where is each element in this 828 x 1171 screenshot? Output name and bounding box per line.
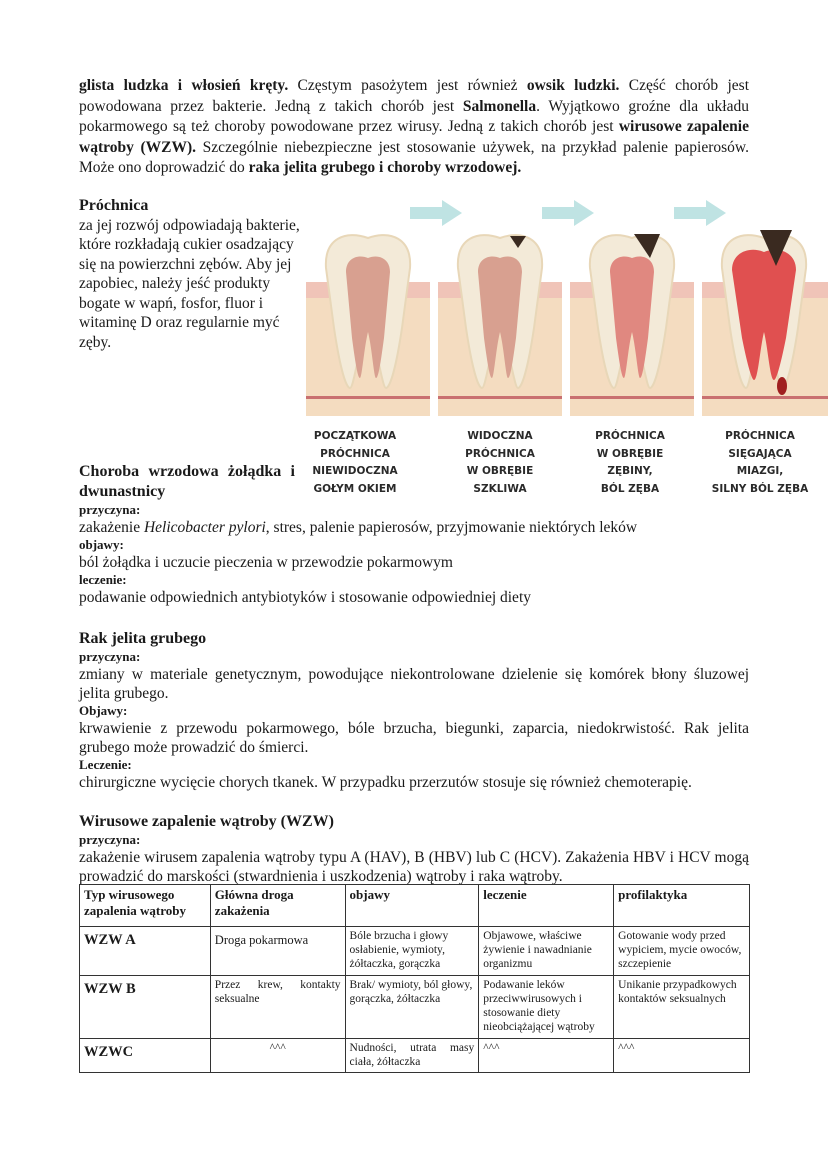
caption-line: BÓL ZĘBA: [600, 482, 660, 495]
table-cell: Przez krew, kontakty seksualne: [210, 976, 345, 1039]
tooth-stage-3: [570, 234, 694, 416]
caption-line: PRÓCHNICA: [465, 447, 535, 460]
table-header-row: [80, 885, 750, 927]
progress-arrow-icon: [674, 200, 726, 226]
caption-line: WIDOCZNA: [467, 430, 533, 442]
wzw-cause: zakażenie wirusem zapalenia wątroby typu A (HAV), B (HBV) lub C (HCV). Zakażenia HBV i HCV mogą prowadzić do marskości (stwardnienia i uszkodzenia) wątroby i raka wątroby.: [79, 849, 749, 885]
caption-line: ZĘBINY,: [607, 465, 653, 477]
caption-line: W OBRĘBIE: [596, 447, 664, 460]
wzw-title: Wirusowe zapalenie wątroby (WZW): [79, 813, 334, 830]
caption-line: SILNY BÓL ZĘBA: [711, 482, 809, 495]
cancer-title: Rak jelita grubego: [79, 630, 207, 647]
table-cell: ^^^: [210, 1039, 345, 1073]
text-span: zakażenie: [79, 519, 144, 536]
text-span: Szczególnie niebezpieczne jest stosowanie używek, na przykład palenie papierosów. Może ono doprowadzić do: [79, 138, 749, 176]
caption-line: PRÓCHNICA: [725, 430, 795, 442]
cancer-cause-label: przyczyna:: [79, 649, 141, 664]
progress-arrow-icon: [542, 200, 594, 226]
wzw-table: [79, 884, 750, 1073]
bold-term: Salmonella: [462, 97, 537, 115]
ulcer-symptoms-label: objawy:: [79, 537, 124, 552]
tooth-stage-1: [306, 235, 430, 416]
caries-description: za jej rozwój odpowiadają bakterie, które rozkładają cukier osadzający się na powierzchni zębów. Aby jej zapobiec, należy jeść produkty bogate w wapń, fosfor, fluor i witaminę D oraz regularnie myć zęby.: [79, 216, 300, 351]
table-cell: WZW B: [80, 976, 211, 1039]
wzw-cause-label: przyczyna:: [79, 832, 141, 847]
ulcer-treatment: podawanie odpowiednich antybiotyków i stosowanie odpowiedniej diety: [79, 589, 531, 606]
table-row: [80, 927, 750, 976]
ulcer-treatment-label: leczenie:: [79, 572, 127, 587]
text-span: Częstym pasożytem jest również: [288, 77, 527, 94]
table-cell: Nudności, utrata masy ciała, żółtaczka: [345, 1039, 479, 1073]
bold-term: glista ludzka i włosień kręty.: [79, 77, 289, 94]
tooth-stage-4: [702, 230, 828, 416]
caption-line: NIEWIDOCZNA: [312, 465, 398, 477]
table-cell: Bóle brzucha i głowy osłabienie, wymioty, żółtaczka, gorączka: [345, 927, 479, 976]
table-header: objawy: [345, 885, 479, 927]
cancer-cause: zmiany w materiale genetycznym, powodujące niekontrolowane dzielenie się komórek błony śluzowej jelita grubego.: [79, 666, 749, 702]
intro-paragraph: [79, 76, 749, 179]
caption-line: PRÓCHNICA: [320, 447, 390, 460]
caption-line: MIAZGI,: [736, 465, 784, 477]
table-cell: ^^^: [479, 1039, 614, 1073]
progress-arrow-icon: [410, 200, 462, 226]
text-span: Część chorób jest powodowana przez bakterie. Jedną z takich chorób jest: [79, 77, 750, 115]
bold-term: owsik ludzki.: [526, 77, 620, 94]
table-header: profilaktyka: [614, 885, 750, 927]
text-span: . Wyjątkowo groźne dla układu pokarmowego są też choroby powodowane przez wirusy. Jedną z takich chorób jest: [79, 97, 749, 135]
ulcer-symptoms: ból żołądka i uczucie pieczenia w przewodzie pokarmowym: [79, 554, 453, 571]
caption-line: W OBRĘBIE: [466, 465, 534, 477]
bold-term: raka jelita grubego i choroby wrzodowej.: [248, 159, 522, 176]
table-cell: Gotowanie wody przed wypiciem, mycie owoców, szczepienie: [614, 927, 750, 976]
ulcer-cause-label: przyczyna:: [79, 502, 141, 517]
ulcer-title: Choroba wrzodowa żołądka i dwunastnicy: [79, 463, 295, 500]
wzw-section: [79, 812, 749, 886]
italic-term: Helicobacter pylori: [143, 519, 266, 536]
table-cell: Unikanie przypadkowych kontaktów seksualnych: [614, 976, 750, 1039]
caries-title: Próchnica: [79, 197, 149, 214]
table-cell: Podawanie leków przeciwwirusowych i stosowanie diety nieobciążającej wątroby: [479, 976, 614, 1039]
table-cell: ^^^: [614, 1039, 750, 1073]
table-cell: Brak/ wymioty, ból głowy, gorączka, żółtaczka: [345, 976, 479, 1039]
table-cell: Droga pokarmowa: [210, 927, 345, 976]
caries-section: [79, 196, 304, 352]
bold-term: wirusowe zapalenie wątroby (WZW).: [79, 118, 749, 156]
cancer-treatment-label: Leczenie:: [79, 757, 132, 772]
caption-line: PRÓCHNICA: [595, 430, 665, 442]
caption-line: SIĘGAJĄCA: [728, 447, 792, 460]
cancer-symptoms-label: Objawy:: [79, 703, 128, 718]
table-cell: WZW A: [80, 927, 211, 976]
text-span: , stres, palenie papierosów, przyjmowanie niektórych leków: [265, 519, 638, 536]
cancer-symptoms: krwawienie z przewodu pokarmowego, bóle brzucha, biegunki, zaparcia, niedokrwistość. Rak jelita grubego może prowadzić do śmierci.: [79, 720, 749, 756]
cancer-treatment: chirurgiczne wycięcie chorych tkanek. W przypadku przerzutów stosuje się również chemoterapię.: [79, 774, 692, 791]
caption-line: SZKLIWA: [473, 482, 527, 495]
caption-line: POCZĄTKOWA: [313, 430, 397, 442]
table-row: [80, 976, 750, 1039]
table-row: [80, 1039, 750, 1073]
cancer-section: [79, 629, 749, 792]
table-cell: WZWC: [80, 1039, 211, 1073]
table-cell: Objawowe, właściwe żywienie i nawadnianie organizmu: [479, 927, 614, 976]
tooth-stage-2: [438, 235, 562, 416]
table-header: Typ wirusowego zapalenia wątroby: [80, 885, 211, 927]
ulcer-cause: [79, 518, 749, 537]
table-header: leczenie: [479, 885, 614, 927]
caption-line: GOŁYM OKIEM: [313, 482, 397, 495]
table-header: Główna droga zakażenia: [210, 885, 345, 927]
ulcer-section: [79, 462, 749, 607]
tooth-decay-illustration: [306, 196, 828, 416]
